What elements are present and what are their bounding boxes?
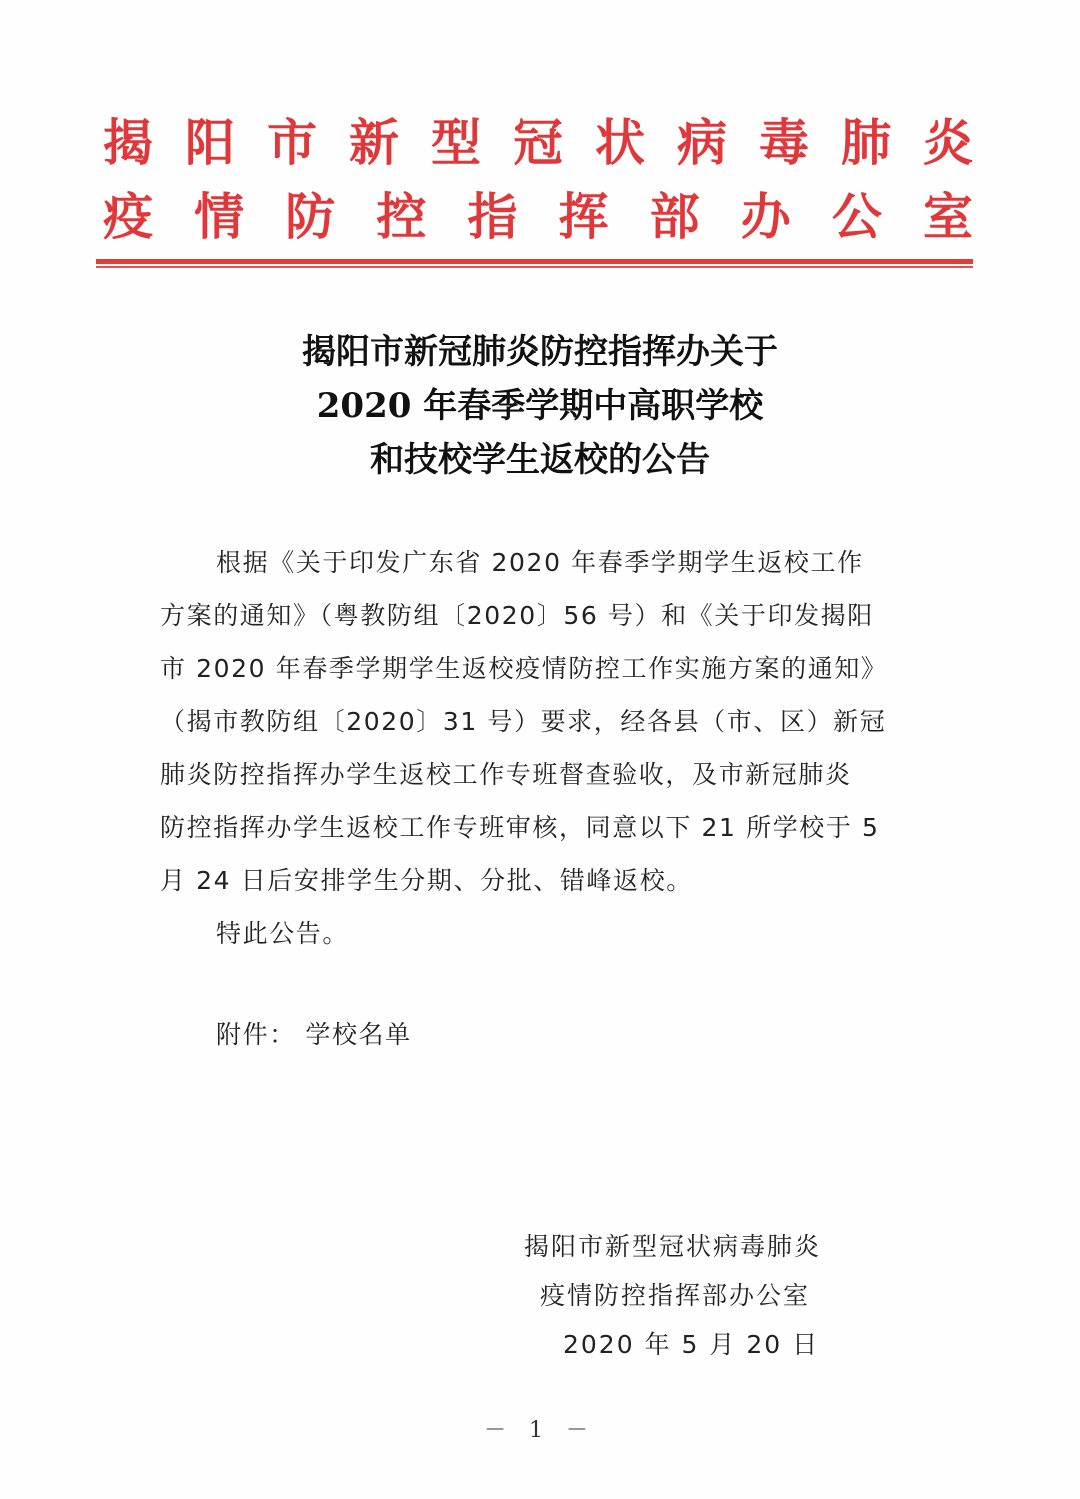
issuer-char: 病 bbox=[677, 114, 727, 172]
issuer-char: 控 bbox=[376, 188, 427, 246]
closing-statement: 特此公告。 bbox=[216, 919, 350, 948]
issuer-char: 部 bbox=[649, 188, 700, 246]
red-divider-thick bbox=[96, 259, 973, 264]
issuer-char: 指 bbox=[467, 188, 518, 246]
issuer-char: 炎 bbox=[923, 114, 973, 172]
issuer-char: 状 bbox=[595, 114, 645, 172]
body-line: 月 24 日后安排学生分期、分批、错峰返校。 bbox=[160, 866, 693, 895]
issuer-header-line2 bbox=[100, 188, 976, 246]
body-line: 市 2020 年春季学期学生返校疫情防控工作实施方案的通知》 bbox=[160, 654, 888, 683]
signature-org-line1: 揭阳市新型冠状病毒肺炎 bbox=[524, 1232, 822, 1261]
issuer-char: 新 bbox=[349, 114, 399, 172]
red-divider-thin bbox=[96, 266, 973, 268]
issuer-char: 办 bbox=[740, 188, 791, 246]
body-line: 防控指挥办学生返校工作专班审核，同意以下 21 所学校于 5 bbox=[160, 813, 880, 842]
issuer-char: 冠 bbox=[513, 114, 563, 172]
issuer-char: 室 bbox=[922, 188, 973, 246]
issuer-char: 公 bbox=[831, 188, 882, 246]
body-line: 根据《关于印发广东省 2020 年春季学期学生返校工作 bbox=[216, 548, 864, 577]
page-number: － 1 － bbox=[484, 1418, 596, 1443]
issuer-char: 型 bbox=[431, 114, 481, 172]
issuer-char: 揭 bbox=[103, 114, 153, 172]
body-line: （揭市教防组〔2020〕31 号）要求，经各县（市、区）新冠 bbox=[160, 707, 887, 736]
issuer-char: 毒 bbox=[759, 114, 809, 172]
issuer-char: 情 bbox=[194, 188, 245, 246]
issuer-char: 市 bbox=[267, 114, 317, 172]
body-line: 方案的通知》（粤教防组〔2020〕56 号）和《关于印发揭阳 bbox=[160, 601, 874, 630]
issuer-char: 肺 bbox=[841, 114, 891, 172]
attachment-note: 附件： 学校名单 bbox=[216, 1020, 412, 1049]
issuer-char: 防 bbox=[285, 188, 336, 246]
document-title-line1: 揭阳市新冠肺炎防控指挥办关于 bbox=[302, 332, 778, 372]
issuer-header-line1 bbox=[100, 114, 976, 172]
signature-org-line2: 疫情防控指挥部办公室 bbox=[540, 1281, 811, 1310]
document-title-line3: 和技校学生返校的公告 bbox=[370, 440, 710, 480]
body-line: 肺炎防控指挥办学生返校工作专班督查验收，及市新冠肺炎 bbox=[160, 760, 852, 789]
issuer-char: 挥 bbox=[558, 188, 609, 246]
issuer-char: 阳 bbox=[185, 114, 235, 172]
signature-date: 2020 年 5 月 20 日 bbox=[563, 1330, 820, 1359]
issuer-char: 疫 bbox=[103, 188, 153, 246]
document-title-line2: 2020 年春季学期中高职学校 bbox=[316, 386, 764, 426]
